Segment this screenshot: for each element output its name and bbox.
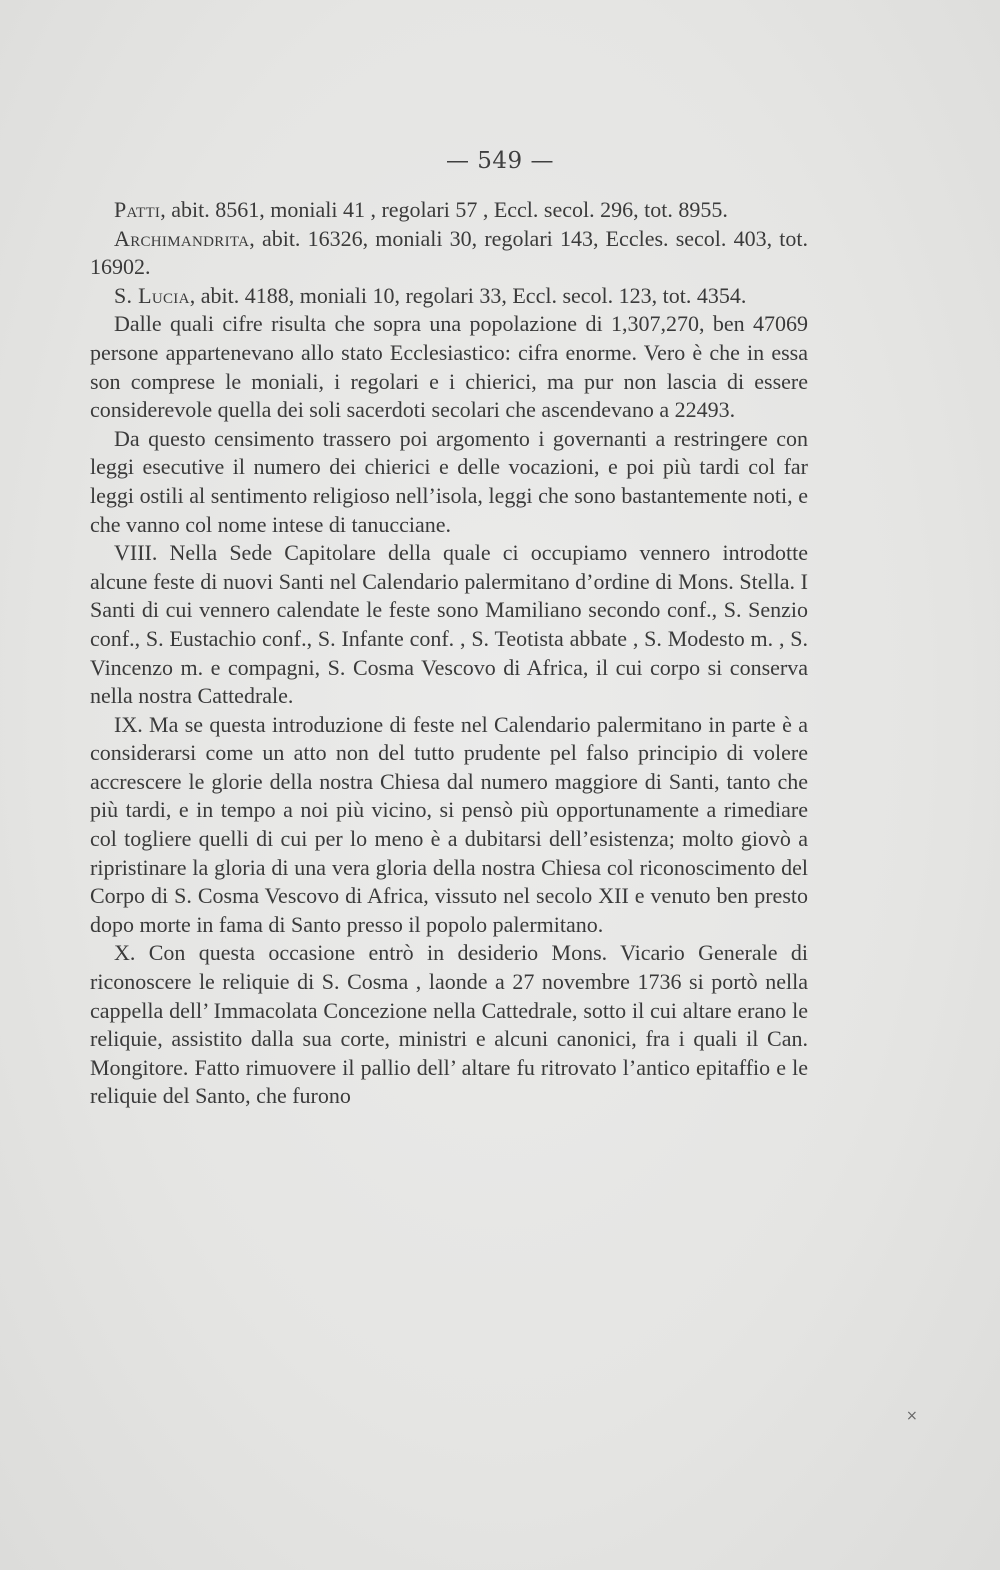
paragraph-text: Dalle quali cifre risulta che sopra una popolazione di 1,307,270, ben 47069 persone appartenevano allo stato Ecclesiastico: cifra enorme. Vero è che in essa son comprese le moniali, i regolari e i chierici, ma pur non lascia di essere considerevole quella dei soli sacerdoti secolari che ascendevano a 22493. (90, 311, 808, 423)
paragraph-text: Da questo censimento trassero poi argomento i governanti a restringere con leggi esecutive il numero dei chierici e delle vocazioni, e poi più tardi col far leggi ostili al sentimento religioso nell’isola, leggi che sono bastantemente noti, e che vanno col nome intese di tanucciane. (90, 425, 808, 537)
place-name: S. Lucia (114, 282, 190, 308)
place-name: Patti (114, 197, 161, 222)
paragraph-patti (90, 196, 808, 225)
paragraph-statistics (90, 310, 808, 424)
paragraph-s-lucia (90, 282, 808, 311)
paragraph-text: X. Con questa occasione entrò in desiderio Mons. Vicario Generale di riconoscere le reliquie di S. Cosma , laonde a 27 novembre 1736 si portò nella cappella dell’ Immacolata Concezione nella Cattedrale, sotto il cui altare erano le reliquie, assistito dalla sua corte, ministri e alcuni canonici, fra i quali il Can. Mongitore. Fatto rimuovere il pallio dell’ altare fu ritrovato l’antico epitaffio e le reliquie del Santo, che furono (90, 940, 808, 1109)
paragraph-x (90, 939, 808, 1111)
paragraph-text: VIII. Nella Sede Capitolare della quale ci occupiamo vennero introdotte alcune feste di nuovi Santi nel Calendario palermitano d’ordine di Mons. Stella. I Santi di cui vennero calendate le feste sono Mamiliano secondo conf., S. Senzio conf., S. Eustachio conf., S. Infante conf. , S. Teotista abbate , S. Modesto m. , S. Vincenzo m. e compagni, S. Cosma Vescovo di Africa, il cui corpo si conserva nella nostra Cattedrale. (90, 540, 808, 709)
margin-mark-icon: × (906, 1408, 918, 1424)
paragraph-archimandrita (90, 225, 808, 282)
paragraph-census (90, 425, 808, 539)
paragraph-ix (90, 711, 808, 940)
paragraph-text: , abit. 4188, moniali 10, regolari 33, Eccl. secol. 123, tot. 4354. (189, 282, 747, 308)
page-number: — 549 — (445, 148, 555, 174)
paragraph-viii (90, 539, 808, 711)
paragraph-text: IX. Ma se questa introduzione di feste nel Calendario palermitano in parte è a considerarsi come un atto non del tutto prudente pel falso principio di volere accrescere le glorie della nostra Chiesa dal numero maggiore di Santi, tanto che più tardi, e in tempo a noi più vicino, si pensò più opportunamente a rimediare col togliere quelli di cui per lo meno è a dubitarsi dell’esistenza; molto giovò a ripristinare la gloria di una vera gloria della nostra Chiesa col riconoscimento del Corpo di S. Cosma Vescovo di Africa, vissuto nel secolo XII e venuto ben presto dopo morte in fama di Santo presso il popolo palermitano. (90, 711, 808, 937)
paragraph-text: , abit. 8561, moniali 41 , regolari 57 , Eccl. secol. 296, tot. 8955. (160, 197, 728, 222)
body-text (90, 196, 808, 1111)
place-name: Archimandrita (114, 225, 250, 251)
paragraph-text: , abit. 16326, moniali 30, regolari 143, Eccles. secol. 403, tot. 16902. (90, 225, 808, 280)
